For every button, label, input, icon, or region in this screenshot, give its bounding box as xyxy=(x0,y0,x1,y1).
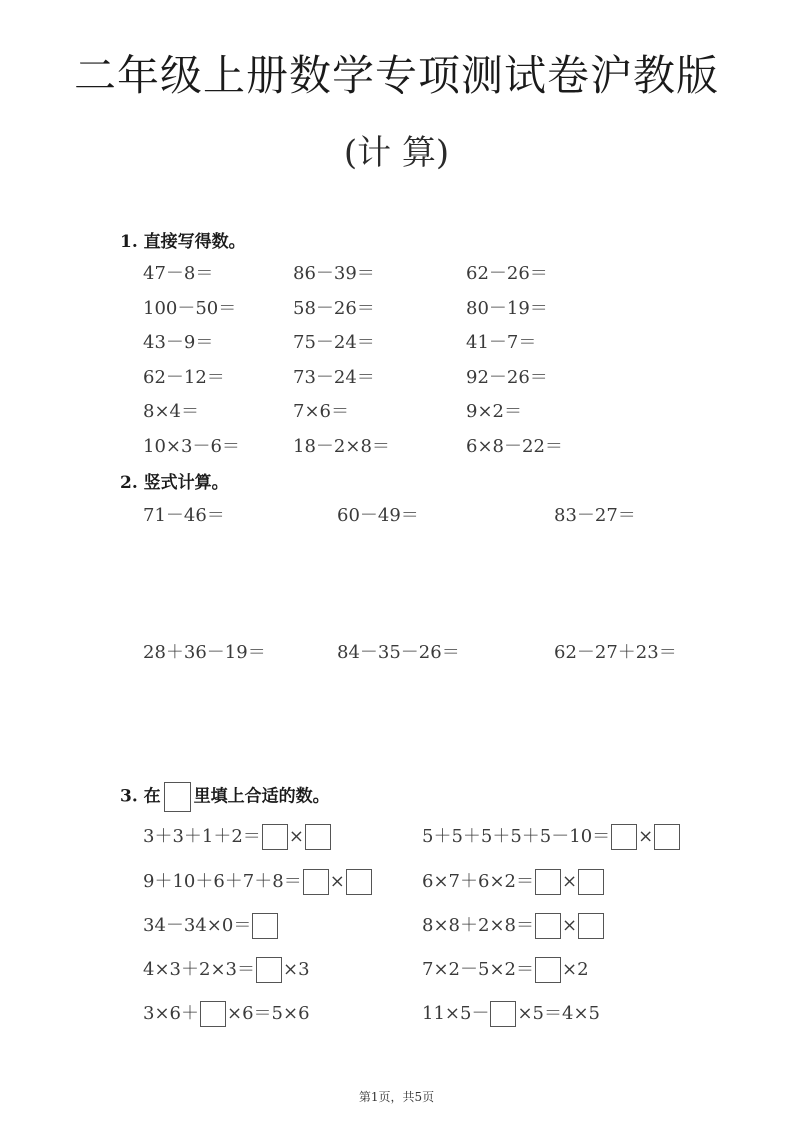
fill-problem xyxy=(422,823,681,851)
section-3-heading xyxy=(120,782,330,812)
fill-problem-text: ×2 xyxy=(561,959,589,980)
answer-box[interactable] xyxy=(200,1001,226,1027)
fill-problem-text: 3×6＋ xyxy=(143,1003,199,1024)
fill-problem-text: 5＋5＋5＋5＋5－10＝ xyxy=(422,826,611,847)
oral-problem: 86－39＝ xyxy=(293,263,375,284)
oral-problem: 73－24＝ xyxy=(293,367,375,388)
oral-problem: 18－2×8＝ xyxy=(293,436,390,457)
fill-problem-text: 34－34×0＝ xyxy=(143,915,252,936)
answer-box[interactable] xyxy=(303,869,329,895)
oral-problem: 9×2＝ xyxy=(466,401,522,422)
oral-problem: 47－8＝ xyxy=(143,263,214,284)
oral-problem: 6×8－22＝ xyxy=(466,436,563,457)
oral-problem: 7×6＝ xyxy=(293,401,349,422)
answer-box[interactable] xyxy=(490,1001,516,1027)
section-1-heading: 1. 直接写得数。 xyxy=(120,232,246,252)
answer-box[interactable] xyxy=(252,913,278,939)
answer-box[interactable] xyxy=(256,957,282,983)
vertical-calc-problem: 62－27＋23＝ xyxy=(554,642,677,663)
fill-problem xyxy=(143,823,332,851)
answer-box[interactable] xyxy=(578,913,604,939)
answer-box-sample xyxy=(164,782,191,812)
fill-problem-text: × xyxy=(638,826,654,847)
fill-problem-text: ×5＝4×5 xyxy=(517,1003,600,1024)
fill-problem-text: × xyxy=(561,871,578,892)
vertical-calc-problem: 28＋36－19＝ xyxy=(143,642,266,663)
fill-problem xyxy=(422,956,589,984)
fill-problem-text: 7×2－5×2＝ xyxy=(422,959,534,980)
section-2-heading: 2. 竖式计算。 xyxy=(120,473,229,493)
section-3-heading-prefix: 3. 在 xyxy=(120,786,161,807)
oral-problem: 62－12＝ xyxy=(143,367,225,388)
fill-problem xyxy=(422,912,605,940)
fill-problem-text: ×3 xyxy=(282,959,310,980)
fill-problem-text: 8×8＋2×8＝ xyxy=(422,915,534,936)
answer-box[interactable] xyxy=(535,869,561,895)
oral-problem: 100－50＝ xyxy=(143,298,237,319)
oral-problem: 92－26＝ xyxy=(466,367,548,388)
fill-problem xyxy=(143,912,279,940)
page-footer: 第1页，共5页 xyxy=(358,1090,435,1104)
oral-problem: 62－26＝ xyxy=(466,263,548,284)
fill-problem-text: × xyxy=(561,915,578,936)
oral-problem: 75－24＝ xyxy=(293,332,375,353)
answer-box[interactable] xyxy=(262,824,288,850)
answer-box[interactable] xyxy=(305,824,331,850)
fill-problem xyxy=(143,868,373,896)
answer-box[interactable] xyxy=(578,869,604,895)
answer-box[interactable] xyxy=(654,824,680,850)
fill-problem-text: × xyxy=(329,871,345,892)
page-title: 二年级上册数学专项测试卷沪教版 xyxy=(73,51,719,100)
oral-problem: 80－19＝ xyxy=(466,298,548,319)
fill-problem xyxy=(422,1000,600,1028)
fill-problem-text: 3＋3＋1＋2＝ xyxy=(143,826,261,847)
vertical-calc-problem: 60－49＝ xyxy=(337,505,419,526)
answer-box[interactable] xyxy=(611,824,637,850)
answer-box[interactable] xyxy=(346,869,372,895)
fill-problem xyxy=(143,956,310,984)
fill-problem-text: × xyxy=(288,826,304,847)
oral-problem: 10×3－6＝ xyxy=(143,436,240,457)
fill-problem-text: 6×7＋6×2＝ xyxy=(422,871,534,892)
answer-box[interactable] xyxy=(535,913,561,939)
oral-problem: 41－7＝ xyxy=(466,332,537,353)
vertical-calc-problem: 83－27＝ xyxy=(554,505,636,526)
fill-problem xyxy=(422,868,605,896)
answer-box[interactable] xyxy=(535,957,561,983)
vertical-calc-problem: 71－46＝ xyxy=(143,505,225,526)
fill-problem-text: 11×5－ xyxy=(422,1003,490,1024)
fill-problem-text: ×6＝5×6 xyxy=(227,1003,310,1024)
vertical-calc-problem: 84－35－26＝ xyxy=(337,642,460,663)
fill-problem xyxy=(143,1000,310,1028)
section-3-heading-suffix: 里填上合适的数。 xyxy=(193,786,330,807)
oral-problem: 58－26＝ xyxy=(293,298,375,319)
fill-problem-text: 9＋10＋6＋7＋8＝ xyxy=(143,871,302,892)
fill-problem-text: 4×3＋2×3＝ xyxy=(143,959,255,980)
page-subtitle: (计 算) xyxy=(343,133,450,173)
oral-problem: 8×4＝ xyxy=(143,401,199,422)
oral-problem: 43－9＝ xyxy=(143,332,214,353)
